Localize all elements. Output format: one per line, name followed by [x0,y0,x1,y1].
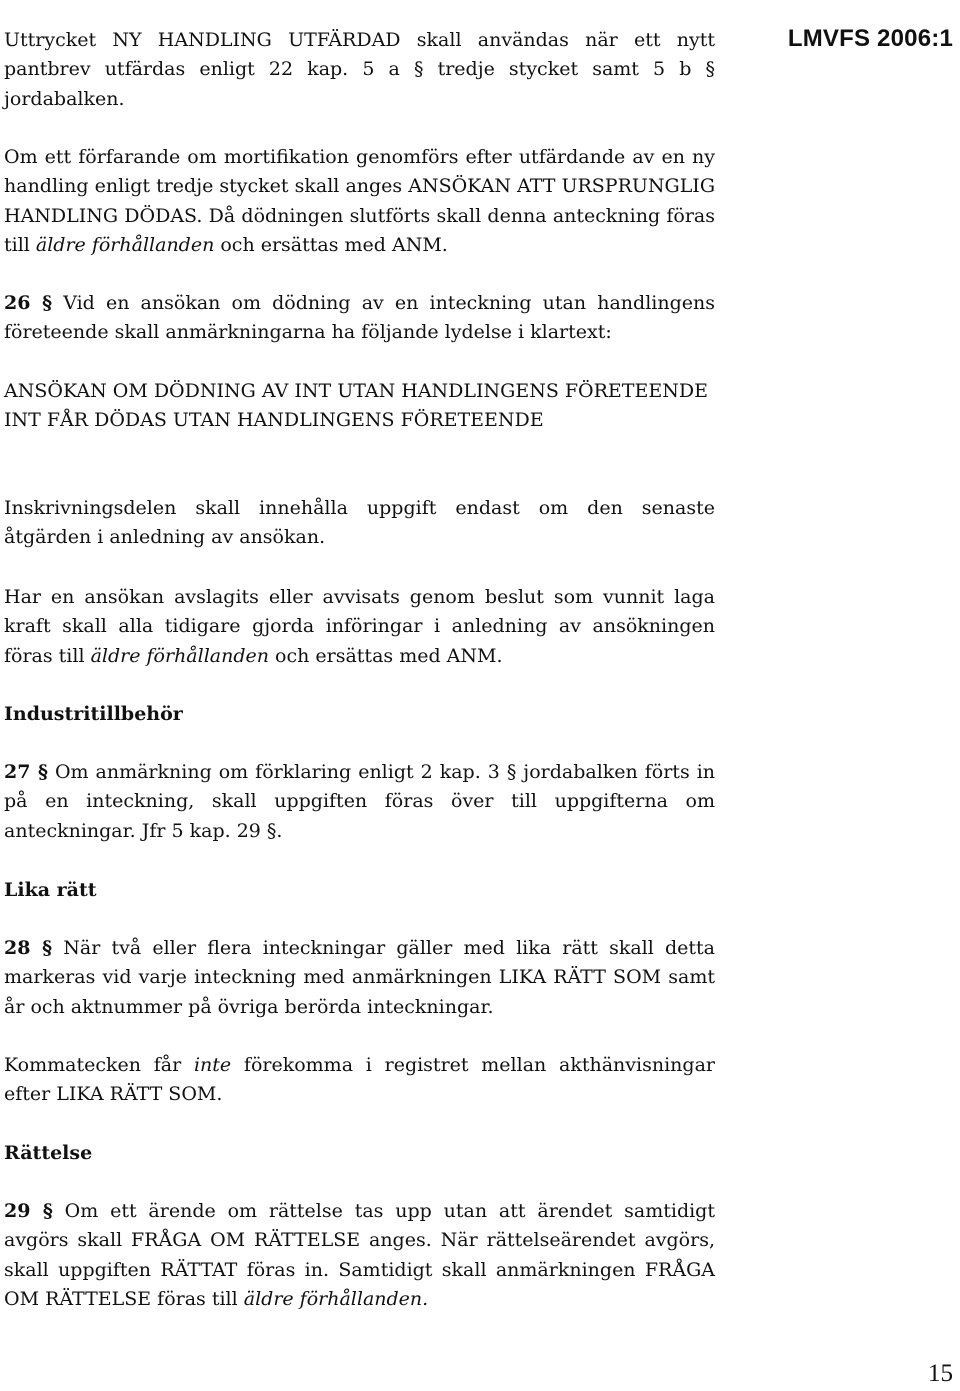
section-text: När två eller flera inteckningar gäller med lika rätt skall detta markeras vid varje inteckning med anmärkningen LIKA RÄTT SOM samt år och aktnummer på övriga berörda inteckningar. [4,937,715,1018]
italic-term: äldre förhållanden [35,234,215,257]
italic-term: äldre förhållanden. [243,1288,429,1311]
section-number: 27 § [4,761,48,783]
heading-rattelse: Rättelse [4,1142,93,1164]
section-26 [4,289,715,348]
document-reference: LMVFS 2006:1 [787,25,953,52]
paragraph-text: Uttrycket NY HANDLING UTFÄRDAD skall användas när ett nytt pantbrev utfärdas enligt 22 kap. 5 a § tredje stycket samt 5 b § jordabalken. [4,29,715,110]
paragraph-text: Inskrivningsdelen skall innehålla uppgift endast om den senaste åtgärden i anledning av ansökan. [4,497,715,549]
paragraph-kommatecken [4,1051,715,1110]
example-remark-1: ANSÖKAN OM DÖDNING AV INT UTAN HANDLINGENS FÖRETEENDE [4,380,708,402]
paragraph-text: Har en ansökan avslagits eller avvisats genom beslut som vunnit laga kraft skall alla tidigare gjorda införingar i anledning av ansökningen föras till [4,586,715,667]
paragraph-text: och ersättas med ANM. [269,644,503,667]
paragraph-text: Kommatecken får [4,1054,194,1076]
section-number: 26 § [4,292,53,314]
paragraph-mortifikation [4,143,715,261]
paragraph-inskrivningsdelen [4,494,715,553]
section-29 [4,1197,715,1315]
paragraph-text: förekomma i registret mellan akthänvisningar efter LIKA RÄTT SOM. [4,1054,715,1106]
page-number: 15 [928,1360,953,1387]
heading-lika-ratt: Lika rätt [4,879,97,901]
section-28 [4,934,715,1022]
section-number: 29 § [4,1200,53,1222]
paragraph-avslag [4,583,715,671]
italic-term: äldre förhållanden [90,644,269,667]
example-remark-2: INT FÅR DÖDAS UTAN HANDLINGENS FÖRETEENDE [4,409,544,432]
section-text: Vid en ansökan om dödning av en inteckning utan handlingens företeende skall anmärkningarna ha följande lydelse i klartext: [4,292,715,344]
section-text: Om anmärkning om förklaring enligt 2 kap. 3 § jordabalken förts in på en inteckning, skall uppgiften föras över till uppgifterna om anteckningar. Jfr 5 kap. 29 §. [4,761,716,842]
paragraph-text: och ersättas med ANM. [214,234,448,257]
paragraph-text: Om ett förfarande om mortifikation genomförs efter utfärdande av en ny handling enligt tredje stycket skall anges ANSÖKAN ATT URSPRUNGLIG HANDLING DÖDAS. Då dödningen slutförts skall denna anteckning föras till [4,146,715,257]
section-26-example [4,377,715,436]
section-text: Om ett ärende om rättelse tas upp utan att ärendet samtidigt avgörs skall FRÅGA OM RÄTTELSE anges. När rättelseärendet avgörs, skall uppgiften RÄTTAT föras in. Samtidigt skall anmärkningen FRÅGA OM RÄTTELSE föras till [4,1200,715,1311]
italic-term: inte [193,1054,232,1076]
heading-industritillbehor: Industritillbehör [4,703,183,725]
section-27 [4,758,715,846]
section-number: 28 § [4,937,53,959]
paragraph-ny-handling [4,26,715,114]
